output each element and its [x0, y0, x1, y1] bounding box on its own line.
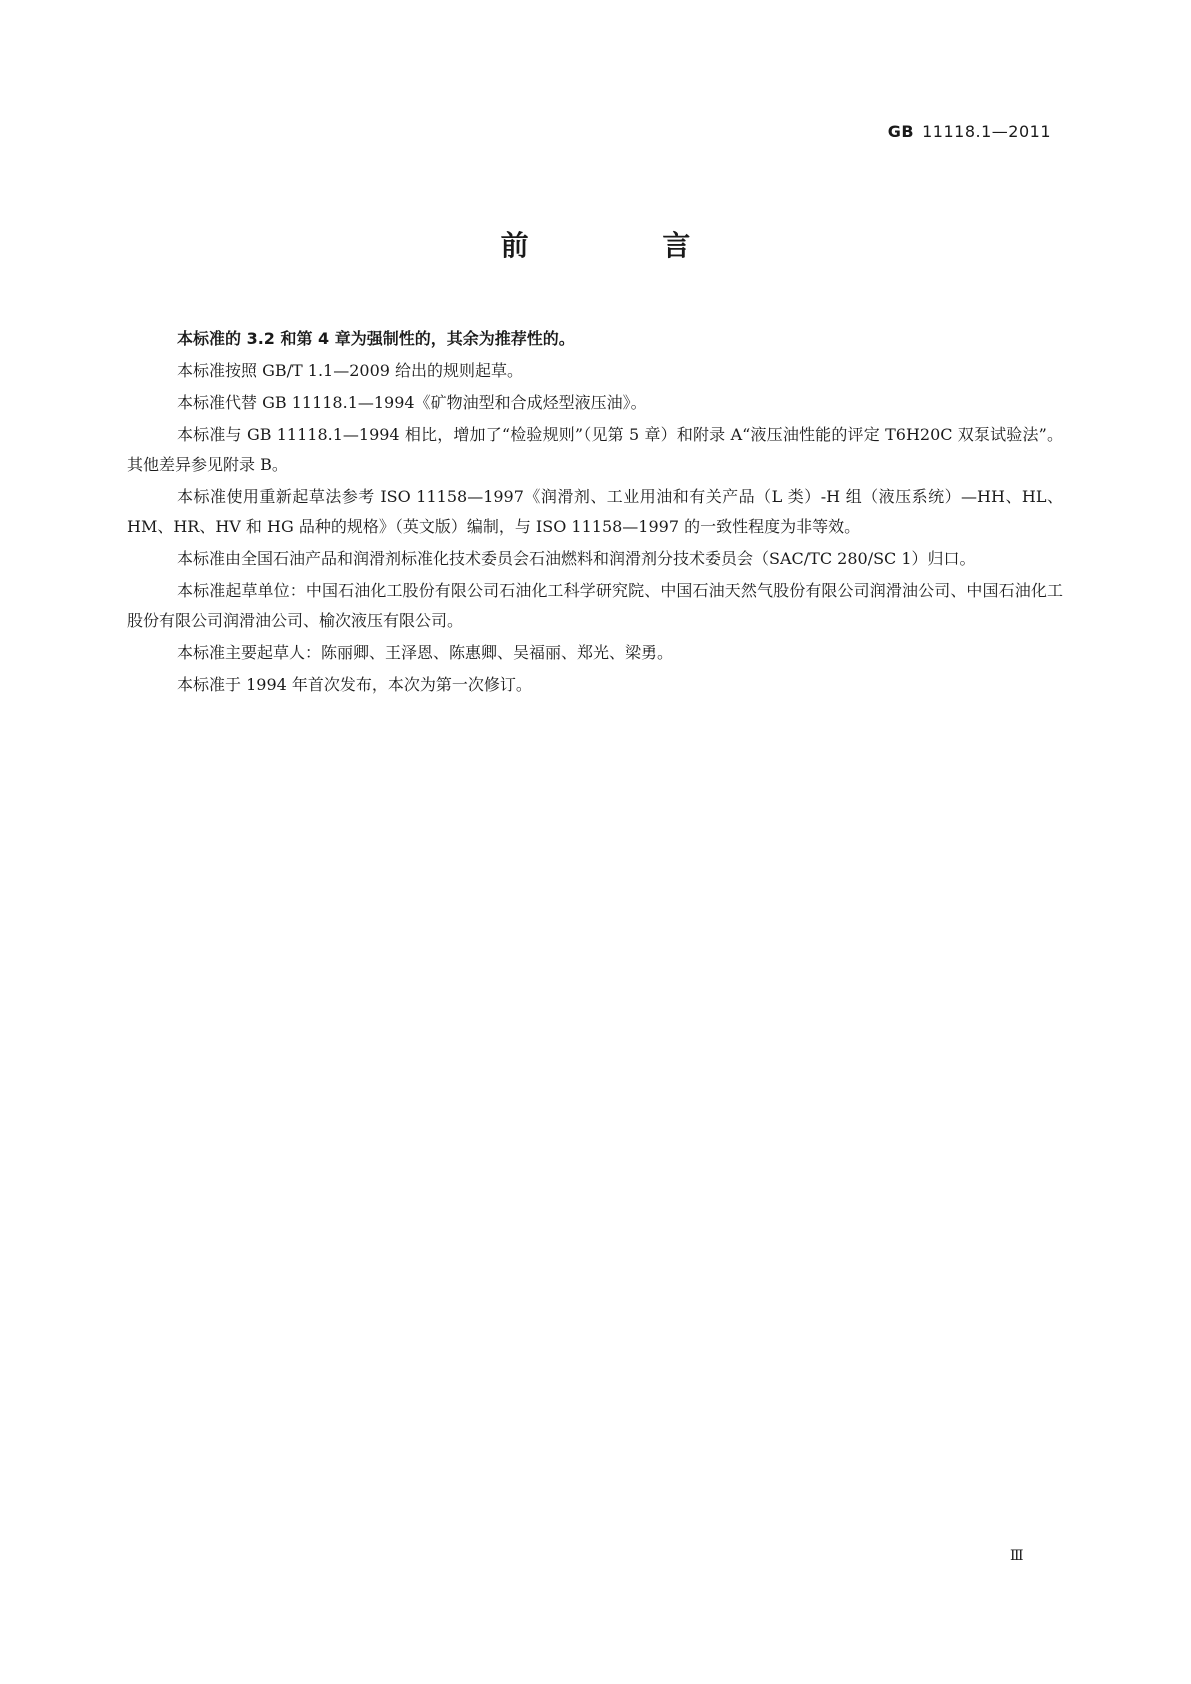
foreword-body [127, 324, 1063, 702]
paragraph-drafters: 本标准主要起草人：陈丽卿、王泽恩、陈惠卿、吴福丽、郑光、梁勇。 [177, 643, 674, 662]
page-title: 前 言 [500, 229, 753, 262]
paragraph-history: 本标准于 1994 年首次发布，本次为第一次修订。 [177, 675, 532, 694]
page-header-standard-code [888, 122, 1051, 141]
page-number: Ⅲ [1010, 1548, 1024, 1564]
standard-code-number: 11118.1—2011 [922, 122, 1051, 141]
paragraph-drafting-rules: 本标准按照 GB/T 1.1—2009 给出的规则起草。 [177, 361, 524, 380]
paragraph-mandatory-clauses: 本标准的 3.2 和第 4 章为强制性的，其余为推荐性的。 [177, 329, 575, 348]
standard-code-prefix: GB [887, 122, 915, 141]
paragraph-replaces: 本标准代替 GB 11118.1—1994《矿物油型和合成烃型液压油》。 [177, 393, 647, 412]
paragraph-committee: 本标准由全国石油产品和润滑剂标准化技术委员会石油燃料和润滑剂分技术委员会（SAC/TC 280/SC 1）归口。 [177, 549, 976, 568]
paragraph-drafting-units: 本标准起草单位：中国石油化工股份有限公司石油化工科学研究院、中国石油天然气股份有限公司润滑油公司、中国石油化工股份有限公司润滑油公司、榆次液压有限公司。 [127, 581, 1063, 630]
paragraph-iso-reference: 本标准使用重新起草法参考 ISO 11158—1997《润滑剂、工业用油和有关产品（L 类）-H 组（液压系统）—HH、HL、HM、HR、HV 和 HG 品种的规格》（英文版）编制，与 ISO 11158—1997 的一致性程度为非等效。 [127, 487, 1063, 536]
paragraph-changes: 本标准与 GB 11118.1—1994 相比，增加了“检验规则”（见第 5 章）和附录 A“液压油性能的评定 T6H20C 双泵试验法”。其他差异参见附录 B。 [127, 425, 1063, 474]
